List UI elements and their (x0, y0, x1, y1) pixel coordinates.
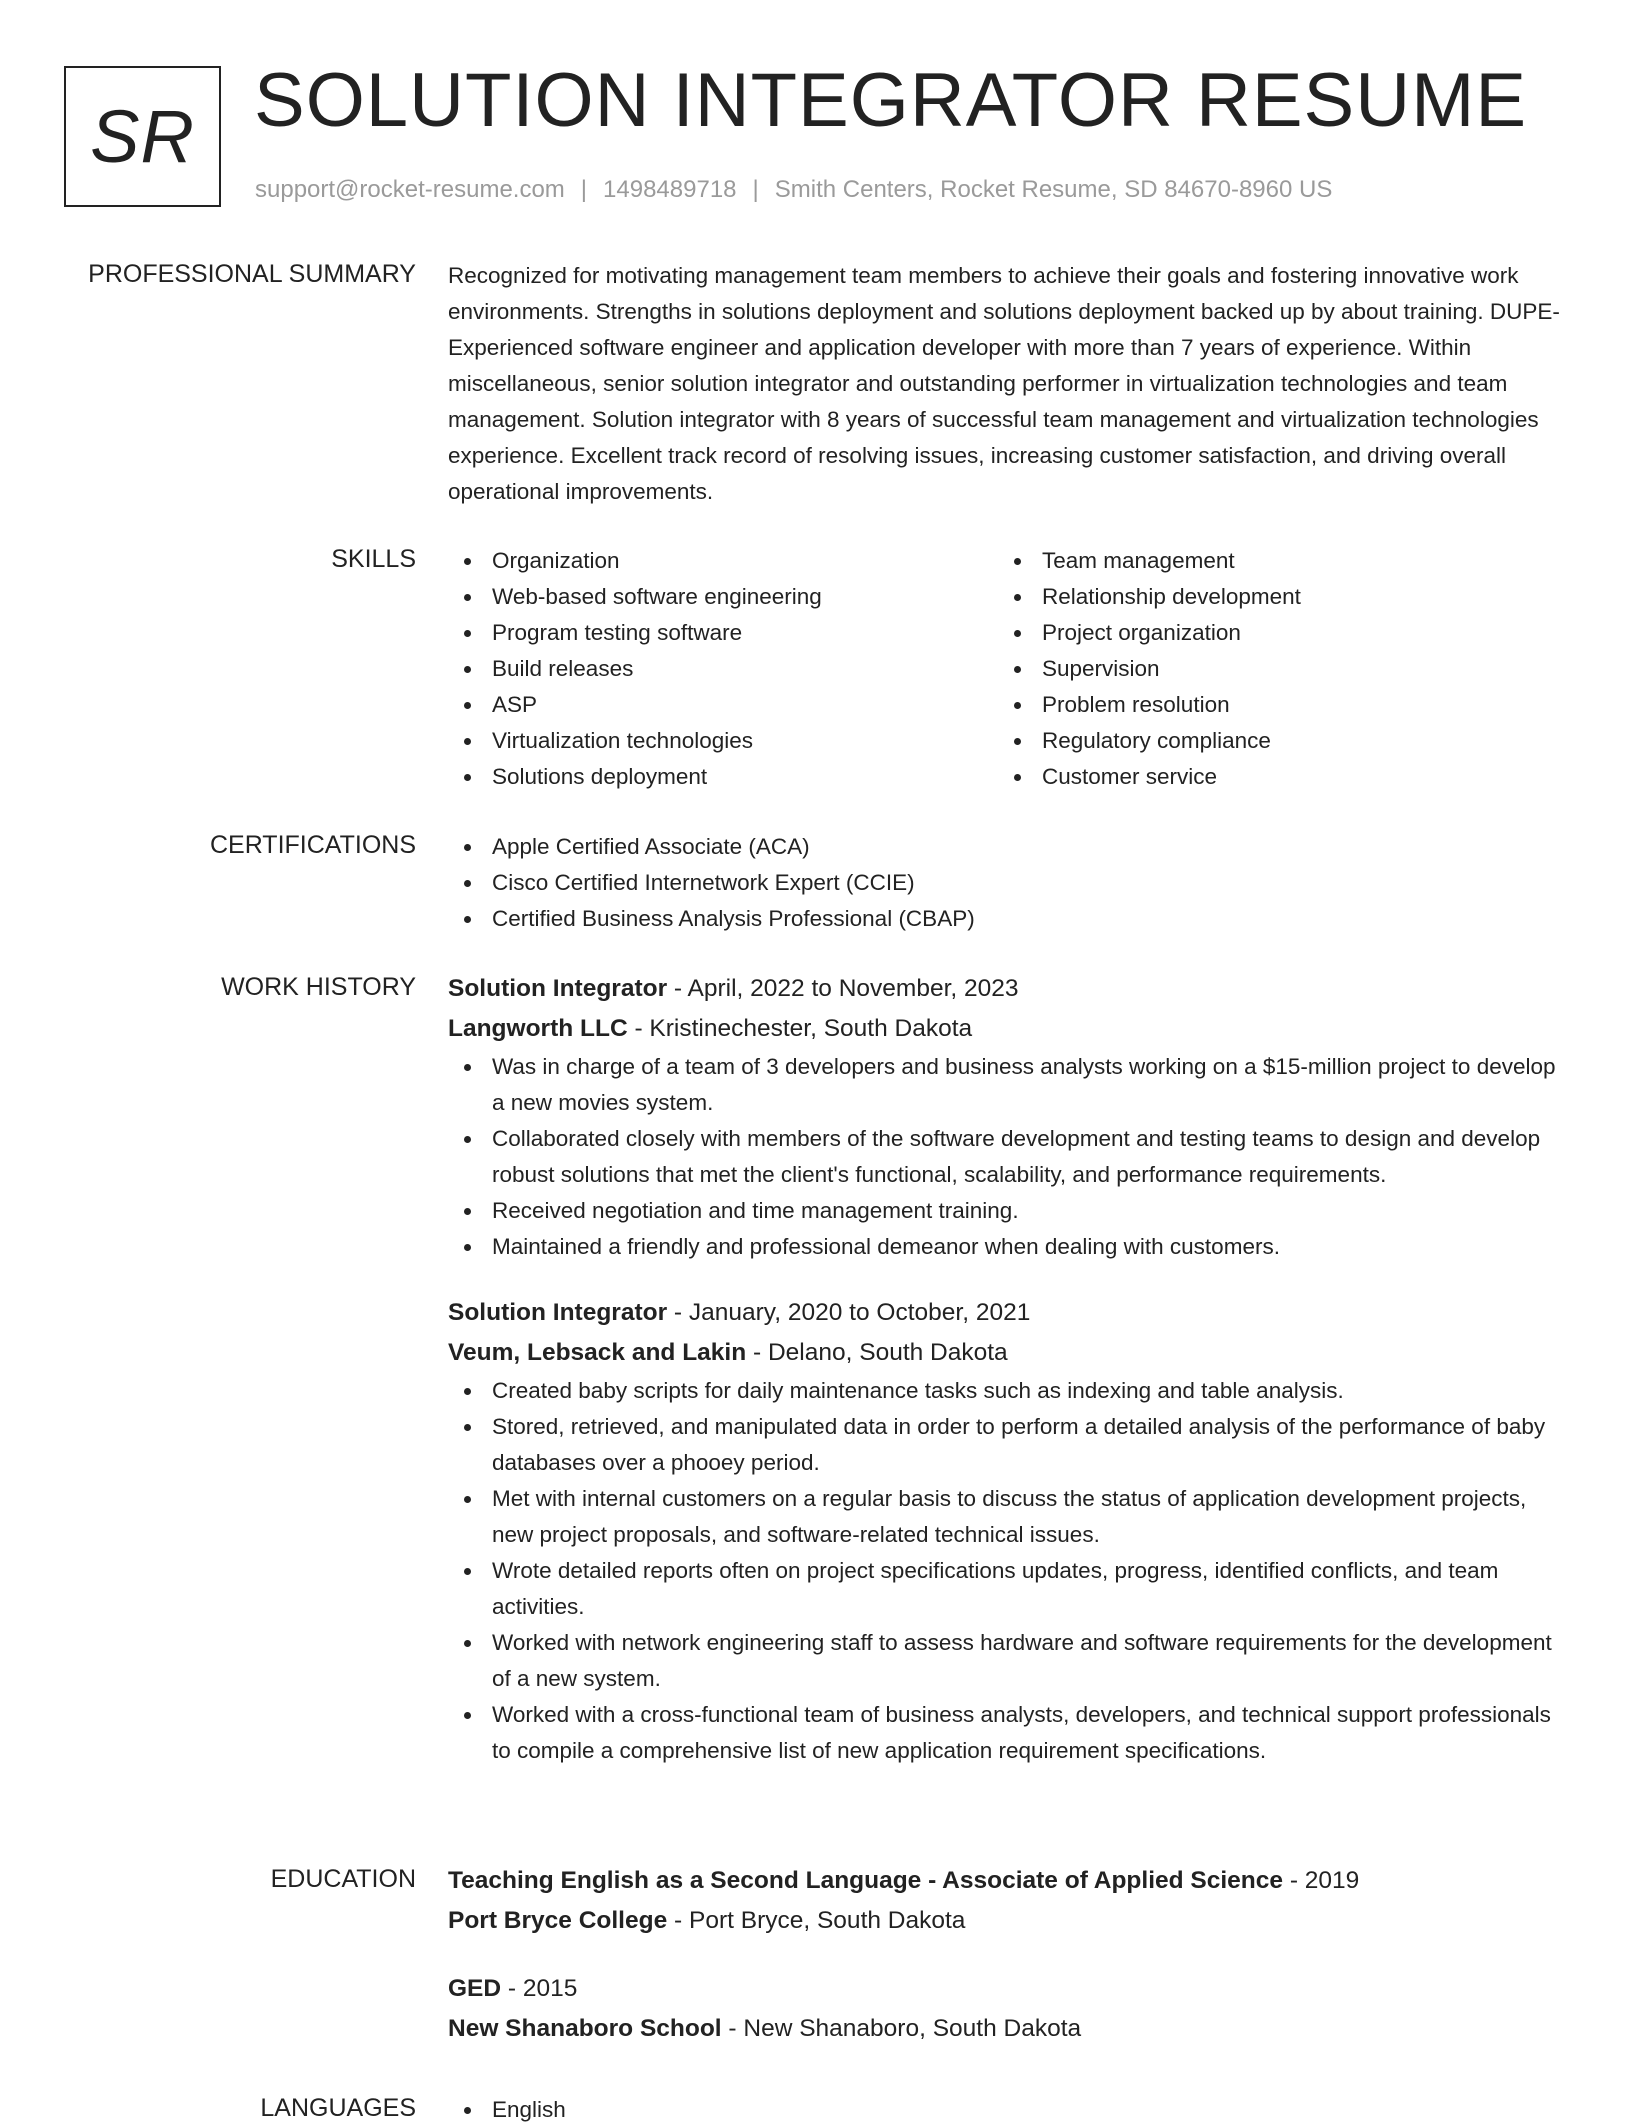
degree-name: Teaching English as a Second Language - Associate of Applied Science (448, 1867, 1284, 1894)
skill-item: Customer service (998, 759, 1548, 795)
section-body (448, 2092, 1570, 2128)
degree-year: - 2015 (501, 1975, 578, 2002)
contact-address: Smith Centers, Rocket Resume, SD 84670-8960 US (774, 176, 1333, 203)
job-title: Solution Integrator (448, 975, 668, 1002)
summary-text: Recognized for motivating management team members to achieve their goals and fostering innovative work environments. Strengths in solutions deployment and solutions deployment backed up by about training. DUPE- Experienced software engineer and application developer with more than 7 years of experience. Within miscellaneous, senior solution integrator and outstanding performer in virtualization technologies and team management. Solution integrator with 8 years of successful team management and virtualization technologies experience. Excellent track record of resolving issues, increasing customer satisfaction, and driving overall operational improvements. (448, 263, 1560, 504)
skills-columns (448, 543, 1570, 795)
monogram-logo (64, 66, 221, 207)
degree-name: GED (448, 1975, 502, 2002)
skill-item: Project organization (998, 615, 1548, 651)
degree-line (448, 1861, 1570, 1901)
section-label: CERTIFICATIONS (209, 831, 416, 859)
contact-line (255, 176, 1332, 204)
section-label: EDUCATION (270, 1865, 416, 1893)
skill-item: ASP (448, 687, 998, 723)
school-location: - New Shanaboro, South Dakota (721, 2015, 1082, 2042)
job-bullet: Worked with a cross-functional team of business analysts, developers, and technical support professionals to compile a comprehensive list of new application requirement specifications. (448, 1697, 1570, 1769)
education-entry (448, 1969, 1570, 2049)
job-bullet: Stored, retrieved, and manipulated data in order to perform a detailed analysis of the performance of baby databases over a phooey period. (448, 1409, 1570, 1481)
skill-item: Relationship development (998, 579, 1548, 615)
monogram-text: SR (90, 95, 195, 178)
certification-item: Certified Business Analysis Professional (CBAP) (448, 901, 1570, 937)
job-title-line (448, 969, 1570, 1009)
education-entry (448, 1861, 1570, 1941)
skill-item: Supervision (998, 651, 1548, 687)
school-name: Port Bryce College (448, 1907, 668, 1934)
job-bullet: Maintained a friendly and professional demeanor when dealing with customers. (448, 1229, 1570, 1265)
contact-phone[interactable]: 1498489718 (603, 176, 737, 203)
skill-item: Team management (998, 543, 1548, 579)
section-label: WORK HISTORY (221, 973, 416, 1001)
job-bullet: Collaborated closely with members of the software development and testing teams to design and develop robust solutions that met the client's functional, scalability, and performance requirements. (448, 1121, 1570, 1193)
skills-list-right (998, 543, 1548, 795)
skill-item: Virtualization technologies (448, 723, 998, 759)
job-location: - Delano, South Dakota (746, 1339, 1008, 1366)
skills-list-left (448, 543, 998, 795)
job-bullets (448, 1373, 1570, 1769)
school-location: - Port Bryce, South Dakota (667, 1907, 966, 1934)
skill-item: Program testing software (448, 615, 998, 651)
job-company-line (448, 1009, 1570, 1049)
job-dates: - January, 2020 to October, 2021 (667, 1299, 1031, 1326)
job-location: - Kristinechester, South Dakota (627, 1015, 973, 1042)
section-label: LANGUAGES (260, 2094, 416, 2122)
job-bullet: Created baby scripts for daily maintenance tasks such as indexing and table analysis. (448, 1373, 1570, 1409)
school-name: New Shanaboro School (448, 2015, 722, 2042)
job-company: Langworth LLC (448, 1015, 628, 1042)
contact-separator: | (752, 176, 759, 203)
degree-year: - 2019 (1283, 1867, 1360, 1894)
languages-list (448, 2092, 1570, 2128)
job-company: Veum, Lebsack and Lakin (448, 1339, 747, 1366)
job-entry (448, 969, 1570, 1265)
job-bullets (448, 1049, 1570, 1265)
job-entry (448, 1293, 1570, 1769)
section-body (448, 829, 1570, 937)
job-bullet: Met with internal customers on a regular basis to discuss the status of application development projects, new project proposals, and software-related technical issues. (448, 1481, 1570, 1553)
degree-line (448, 1969, 1570, 2009)
contact-separator: | (580, 176, 588, 203)
section-body (448, 1861, 1570, 2077)
skill-item: Web-based software engineering (448, 579, 998, 615)
job-bullet: Received negotiation and time management training. (448, 1193, 1570, 1229)
section-label: SKILLS (331, 545, 416, 573)
job-company-line (448, 1333, 1570, 1373)
skill-item: Problem resolution (998, 687, 1548, 723)
skill-item: Solutions deployment (448, 759, 998, 795)
job-bullet: Worked with network engineering staff to assess hardware and software requirements for the development of a new system. (448, 1625, 1570, 1697)
skill-item: Organization (448, 543, 998, 579)
certifications-list (448, 829, 1570, 937)
contact-email[interactable]: support@rocket-resume.com (255, 176, 565, 203)
section-label: PROFESSIONAL SUMMARY (88, 260, 416, 288)
section-body (448, 969, 1570, 1797)
certification-item: Apple Certified Associate (ACA) (448, 829, 1570, 865)
certification-item: Cisco Certified Internetwork Expert (CCIE) (448, 865, 1570, 901)
job-bullet: Was in charge of a team of 3 developers and business analysts working on a $15-million project to develop a new movies system. (448, 1049, 1570, 1121)
job-dates: - April, 2022 to November, 2023 (667, 975, 1019, 1002)
job-bullet: Wrote detailed reports often on project specifications updates, progress, identified conflicts, and team activities. (448, 1553, 1570, 1625)
resume-title: SOLUTION INTEGRATOR RESUME (254, 58, 1528, 143)
job-title: Solution Integrator (448, 1299, 668, 1326)
language-item: English (448, 2092, 1570, 2128)
job-title-line (448, 1293, 1570, 1333)
skill-item: Regulatory compliance (998, 723, 1548, 759)
school-line (448, 2009, 1570, 2049)
section-body (448, 258, 1570, 510)
skill-item: Build releases (448, 651, 998, 687)
school-line (448, 1901, 1570, 1941)
